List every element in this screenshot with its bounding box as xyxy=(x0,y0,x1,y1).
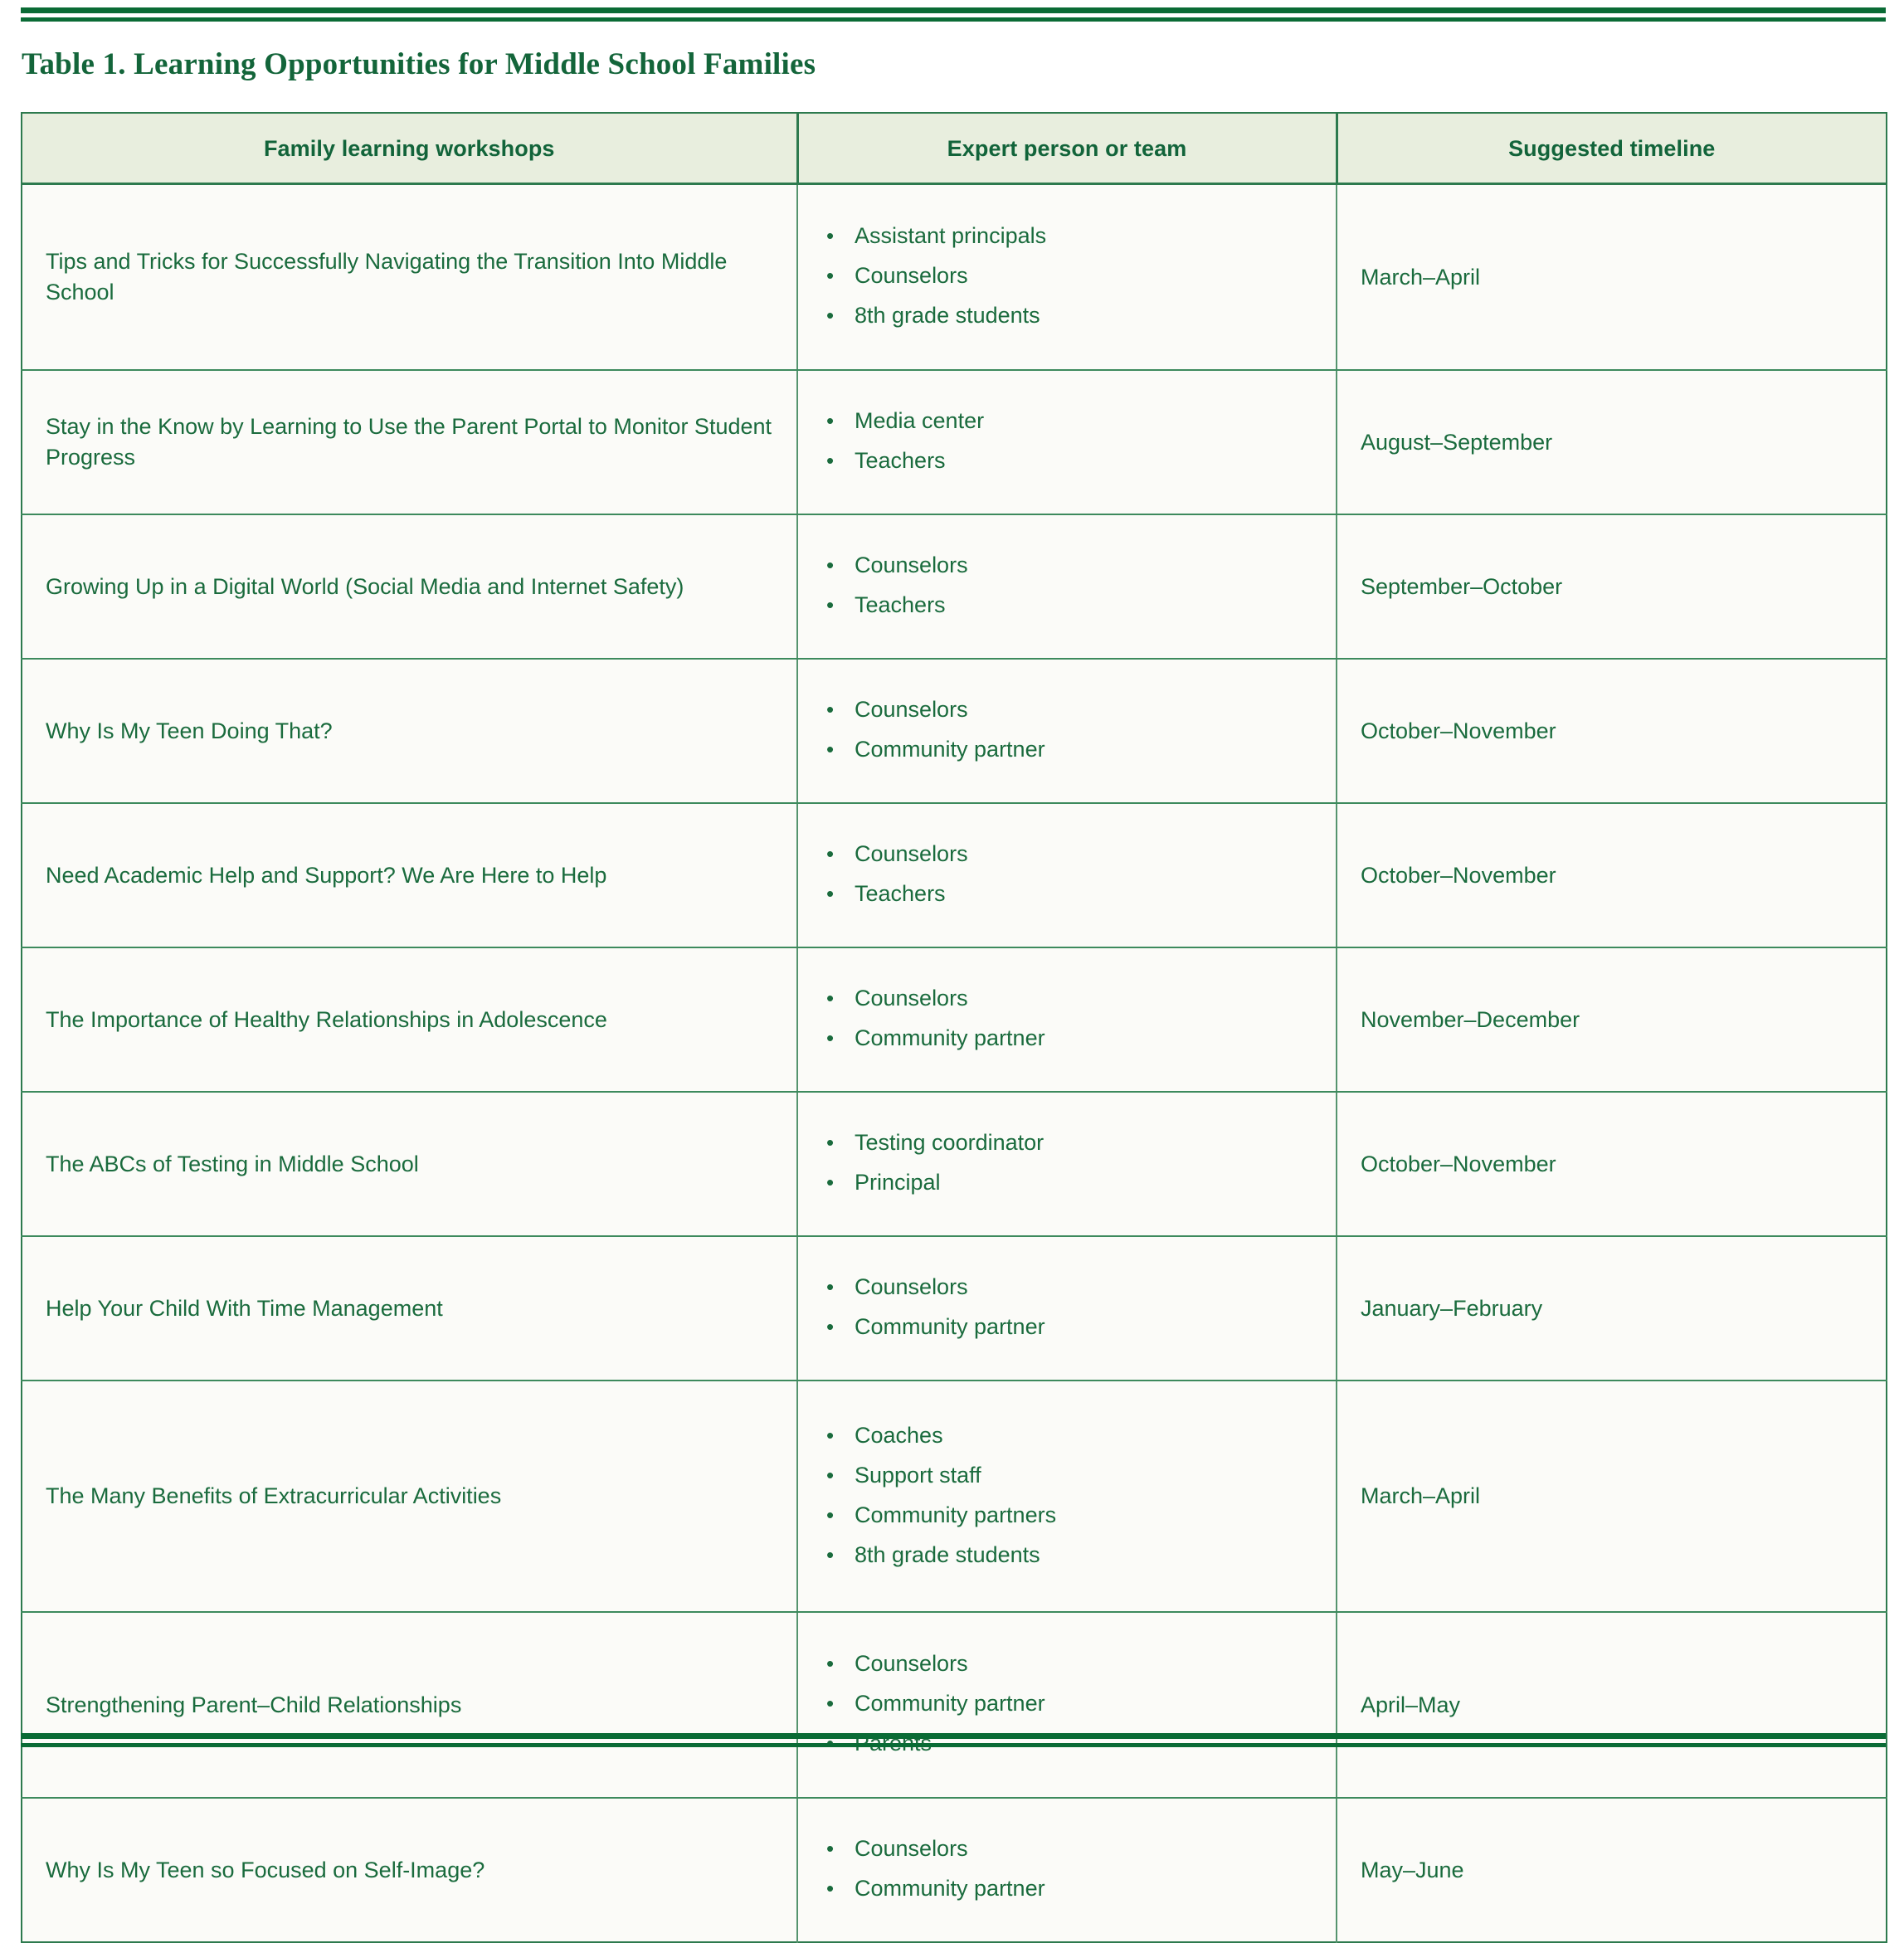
learning-opportunities-table xyxy=(21,112,1887,1943)
expert-label: Assistant principals xyxy=(855,223,1047,248)
bullet-icon: • xyxy=(826,263,835,288)
bullet-icon: • xyxy=(826,986,835,1010)
cell-expert-list xyxy=(797,1236,1337,1381)
bullet-icon: • xyxy=(826,697,835,722)
expert-list xyxy=(821,1269,1327,1346)
cell-suggested-timeline: March–April xyxy=(1337,1381,1887,1612)
bullet-icon: • xyxy=(826,881,835,906)
bullet-icon: • xyxy=(826,1422,835,1448)
table-header-row xyxy=(22,113,1887,184)
expert-list xyxy=(821,402,1327,480)
cell-workshop-title: Why Is My Teen so Focused on Self-Image? xyxy=(22,1798,797,1942)
bottom-rule-thin xyxy=(21,1743,1886,1747)
expert-list-item xyxy=(821,1308,1327,1346)
expert-label: Counselors xyxy=(855,1274,968,1299)
cell-workshop-title: Strengthening Parent–Child Relationships xyxy=(22,1612,797,1798)
cell-suggested-timeline: September–October xyxy=(1337,514,1887,659)
expert-list-item xyxy=(821,691,1327,728)
expert-label: Teachers xyxy=(855,881,946,906)
cell-workshop-title: Tips and Tricks for Successfully Navigating the Transition Into Middle School xyxy=(22,184,797,371)
bullet-icon: • xyxy=(826,1651,835,1676)
expert-label: Counselors xyxy=(855,1836,968,1861)
expert-label: Testing coordinator xyxy=(855,1130,1045,1155)
expert-list-item xyxy=(821,980,1327,1017)
cell-expert-list xyxy=(797,184,1337,371)
top-rule-thick xyxy=(21,7,1886,13)
expert-list-item xyxy=(821,1830,1327,1868)
expert-label: 8th grade students xyxy=(855,303,1040,328)
top-rule-thin xyxy=(21,17,1886,22)
expert-label: Community partners xyxy=(855,1502,1057,1527)
expert-list-item xyxy=(821,587,1327,624)
table-row xyxy=(22,659,1887,803)
expert-label: Community partner xyxy=(855,1691,1045,1716)
table-row xyxy=(22,184,1887,371)
cell-suggested-timeline: January–February xyxy=(1337,1236,1887,1381)
expert-list-item xyxy=(821,217,1327,255)
expert-list xyxy=(821,1124,1327,1201)
bullet-icon: • xyxy=(826,592,835,617)
expert-list-item xyxy=(821,1536,1327,1574)
cell-expert-list xyxy=(797,803,1337,947)
cell-workshop-title: Need Academic Help and Support? We Are Here to Help xyxy=(22,803,797,947)
column-header-experts: Expert person or team xyxy=(797,113,1337,184)
expert-list-item xyxy=(821,1124,1327,1161)
cell-expert-list xyxy=(797,1798,1337,1942)
expert-label: Counselors xyxy=(855,263,968,288)
expert-list xyxy=(821,835,1327,913)
bullet-icon: • xyxy=(826,1691,835,1716)
cell-expert-list xyxy=(797,659,1337,803)
expert-label: Community partner xyxy=(855,1025,1045,1050)
expert-list-item xyxy=(821,547,1327,584)
bullet-icon: • xyxy=(826,1876,835,1901)
expert-label: Teachers xyxy=(855,592,946,617)
expert-list xyxy=(821,1417,1327,1574)
expert-list xyxy=(821,980,1327,1057)
cell-expert-list xyxy=(797,1381,1337,1612)
expert-label: Community partner xyxy=(855,1314,1045,1339)
bullet-icon: • xyxy=(826,1541,835,1567)
table-row xyxy=(22,1798,1887,1942)
expert-label: Counselors xyxy=(855,1651,968,1676)
cell-suggested-timeline: October–November xyxy=(1337,1092,1887,1236)
expert-list-item xyxy=(821,442,1327,480)
expert-list xyxy=(821,217,1327,334)
table-body xyxy=(22,184,1887,1943)
cell-workshop-title: Help Your Child With Time Management xyxy=(22,1236,797,1381)
cell-workshop-title: Growing Up in a Digital World (Social Media and Internet Safety) xyxy=(22,514,797,659)
expert-label: Counselors xyxy=(855,553,968,577)
table-row xyxy=(22,1612,1887,1798)
expert-list-item xyxy=(821,1020,1327,1057)
table-row xyxy=(22,1092,1887,1236)
cell-workshop-title: The Many Benefits of Extracurricular Activities xyxy=(22,1381,797,1612)
bullet-icon: • xyxy=(826,223,835,248)
expert-label: Coaches xyxy=(855,1422,943,1448)
bullet-icon: • xyxy=(826,1274,835,1299)
expert-list-item xyxy=(821,1417,1327,1454)
cell-suggested-timeline: May–June xyxy=(1337,1798,1887,1942)
bullet-icon: • xyxy=(826,1314,835,1339)
table-row xyxy=(22,947,1887,1092)
table-row xyxy=(22,370,1887,514)
cell-expert-list xyxy=(797,1612,1337,1798)
expert-label: Community partner xyxy=(855,1876,1045,1901)
expert-list-item xyxy=(821,257,1327,295)
cell-expert-list xyxy=(797,1092,1337,1236)
bullet-icon: • xyxy=(826,448,835,473)
cell-expert-list xyxy=(797,514,1337,659)
expert-list-item xyxy=(821,1870,1327,1907)
expert-list-item xyxy=(821,1497,1327,1534)
expert-label: Support staff xyxy=(855,1462,981,1488)
expert-list-item xyxy=(821,731,1327,768)
bullet-icon: • xyxy=(826,1502,835,1527)
column-header-workshops: Family learning workshops xyxy=(22,113,797,184)
expert-list-item xyxy=(821,402,1327,440)
table-row xyxy=(22,514,1887,659)
table-row xyxy=(22,803,1887,947)
expert-list xyxy=(821,1830,1327,1907)
expert-list-item xyxy=(821,297,1327,334)
expert-list-item xyxy=(821,1685,1327,1722)
cell-expert-list xyxy=(797,370,1337,514)
expert-label: 8th grade students xyxy=(855,1541,1040,1567)
cell-suggested-timeline: October–November xyxy=(1337,803,1887,947)
expert-label: Counselors xyxy=(855,841,968,866)
expert-label: Counselors xyxy=(855,697,968,722)
bullet-icon: • xyxy=(826,841,835,866)
bullet-icon: • xyxy=(826,1025,835,1050)
table-row xyxy=(22,1381,1887,1612)
cell-suggested-timeline: November–December xyxy=(1337,947,1887,1092)
column-header-timeline: Suggested timeline xyxy=(1337,113,1887,184)
bottom-rule-thick xyxy=(21,1733,1886,1739)
cell-suggested-timeline: October–November xyxy=(1337,659,1887,803)
expert-label: Principal xyxy=(855,1170,941,1195)
expert-list-item xyxy=(821,1457,1327,1494)
bullet-icon: • xyxy=(826,553,835,577)
expert-list-item xyxy=(821,1269,1327,1306)
cell-workshop-title: Why Is My Teen Doing That? xyxy=(22,659,797,803)
expert-list-item xyxy=(821,1164,1327,1201)
expert-label: Community partner xyxy=(855,737,1045,762)
page-title: Table 1. Learning Opportunities for Middle School Families xyxy=(22,47,816,81)
cell-workshop-title: The ABCs of Testing in Middle School xyxy=(22,1092,797,1236)
expert-list xyxy=(821,547,1327,624)
cell-workshop-title: The Importance of Healthy Relationships in Adolescence xyxy=(22,947,797,1092)
expert-label: Counselors xyxy=(855,986,968,1010)
expert-label: Media center xyxy=(855,408,985,433)
bullet-icon: • xyxy=(826,737,835,762)
bottom-double-rule xyxy=(21,1733,1886,1747)
expert-list-item xyxy=(821,875,1327,913)
cell-expert-list xyxy=(797,947,1337,1092)
expert-list-item xyxy=(821,835,1327,873)
cell-suggested-timeline: April–May xyxy=(1337,1612,1887,1798)
cell-workshop-title: Stay in the Know by Learning to Use the Parent Portal to Monitor Student Progress xyxy=(22,370,797,514)
cell-suggested-timeline: August–September xyxy=(1337,370,1887,514)
table-row xyxy=(22,1236,1887,1381)
bullet-icon: • xyxy=(826,408,835,433)
expert-list xyxy=(821,691,1327,768)
top-double-rule xyxy=(21,7,1886,22)
expert-label: Teachers xyxy=(855,448,946,473)
cell-suggested-timeline: March–April xyxy=(1337,184,1887,371)
bullet-icon: • xyxy=(826,1462,835,1488)
bullet-icon: • xyxy=(826,303,835,328)
bullet-icon: • xyxy=(826,1170,835,1195)
bullet-icon: • xyxy=(826,1130,835,1155)
bullet-icon: • xyxy=(826,1836,835,1861)
expert-list-item xyxy=(821,1645,1327,1682)
